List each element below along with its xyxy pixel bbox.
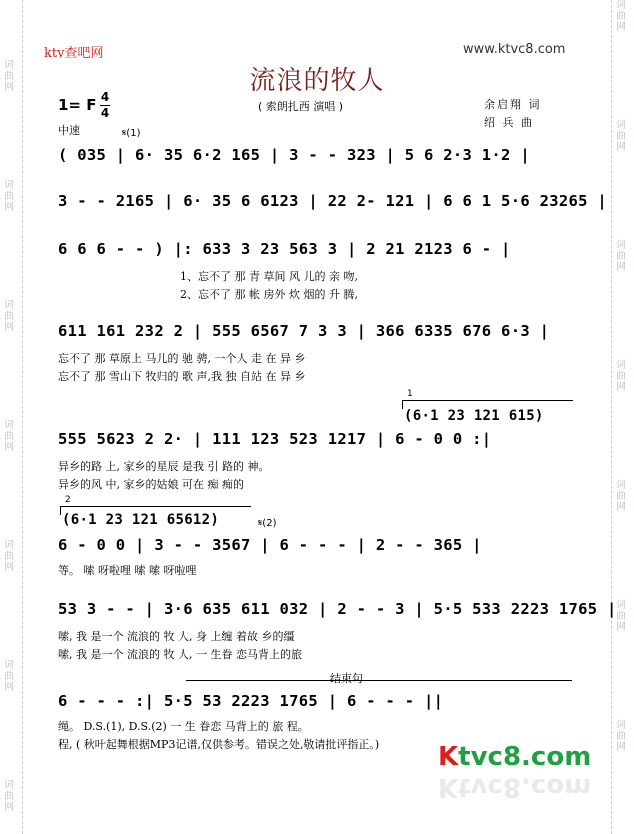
ending-label: 结束句 <box>330 672 363 685</box>
notation-row-1: ( 035 | 6· 35 6·2 165 | 3 - - 323 | 5 6 2·3 1·2 | <box>58 146 530 164</box>
left-watermark-strip <box>0 0 23 834</box>
watermark-text: 词曲网 <box>4 420 14 453</box>
time-signature <box>100 91 110 120</box>
watermark-text: 词曲网 <box>4 300 14 333</box>
right-watermark-strip <box>611 0 634 834</box>
watermark-text: 词曲网 <box>4 180 14 213</box>
watermark-text: 词曲网 <box>4 780 14 813</box>
lyric-row-8-verse-1: 绳。 D.S.(1), D.S.(2) 一 生 眷恋 马背上的 旅 程。 <box>58 720 309 733</box>
watermark-text: 词曲网 <box>616 240 626 273</box>
lyric-row-5-verse-1: 异乡的路 上, 家乡的星辰 是我 引 路的 神。 <box>58 460 270 473</box>
notation-row-7: 53 3 - - | 3·6 635 611 032 | 2 - - 3 | 5·5 533 2223 1765 | <box>58 600 617 618</box>
ktvc8-logo[interactable]: Ktvc8.com <box>438 742 592 772</box>
lyric-row-6-verse-1: 等。 嗦 呀啦哩 嗦 嗦 呀啦哩 <box>58 564 197 577</box>
volta-2-label: 2 <box>65 495 71 505</box>
watermark-text: 词曲网 <box>616 120 626 153</box>
key-signature: 1= F <box>58 96 97 114</box>
notation-row-5: 555 5623 2 2· | 111 123 523 1217 | 6 - 0 0 :| <box>58 430 492 448</box>
lyric-row-8-verse-2: 程, ( 秋叶起舞根据MP3记谱,仅供参考。错误之处,敬请批评指正。) <box>58 738 380 751</box>
site-logo[interactable]: ktv查吧网 <box>44 46 104 61</box>
watermark-text: 词曲网 <box>616 480 626 513</box>
lyricist: 余启翔 词 <box>484 98 542 111</box>
lyric-row-3-verse-1: 1、忘不了 那 青 草间 风 儿的 亲 吻, <box>180 270 358 283</box>
watermark-text: 词曲网 <box>616 720 626 753</box>
segno-1: 𝄋(1) <box>122 128 141 139</box>
ending-bracket <box>186 680 572 685</box>
watermark-text: 词曲网 <box>4 540 14 573</box>
lyric-row-3-verse-2: 2、忘不了 那 帐 房外 炊 烟的 升 腾, <box>180 288 358 301</box>
volta-2-notes: (6·1 23 121 65612) <box>62 512 220 528</box>
segno-2: 𝄋(2) <box>258 518 277 529</box>
notation-row-3: 6 6 6 - - ) |: 633 3 23 563 3 | 2 21 2123 6 - | <box>58 240 511 258</box>
lyric-row-4-verse-1: 忘不了 那 草原上 马儿的 驰 骋, 一个人 走 在 异 乡 <box>58 352 306 365</box>
singer: ( 索朗扎西 演唱 ) <box>258 100 344 113</box>
watermark-text: 词曲网 <box>4 60 14 93</box>
volta-1-notes: (6·1 23 121 615) <box>404 408 544 424</box>
composer: 绍 兵 曲 <box>484 116 534 129</box>
lyric-row-5-verse-2: 异乡的风 中, 家乡的姑娘 可在 痴 痴的 <box>58 478 244 491</box>
watermark-text: 词曲网 <box>4 660 14 693</box>
notation-row-6: 6 - 0 0 | 3 - - 3567 | 6 - - - | 2 - - 365 | <box>58 536 482 554</box>
notation-row-2: 3 - - 2165 | 6· 35 6 6123 | 22 2- 121 | 6 6 1 5·6 23265 | <box>58 192 608 210</box>
time-denominator: 4 <box>100 106 110 120</box>
tempo-marking: 中速 <box>58 124 80 137</box>
time-numerator: 4 <box>100 90 110 104</box>
watermark-text: 词曲网 <box>616 600 626 633</box>
lyric-row-4-verse-2: 忘不了 那 雪山下 牧归的 歌 声,我 独 自站 在 异 乡 <box>58 370 306 383</box>
lyric-row-7-verse-2: 嗦, 我 是一个 流浪的 牧 人, 一 生眷 恋马背上的旅 <box>58 648 302 661</box>
watermark-text: 词曲网 <box>616 0 626 33</box>
site-url[interactable]: www.ktvc8.com <box>463 42 566 57</box>
watermark-text: 词曲网 <box>616 360 626 393</box>
volta-1-label: 1 <box>407 389 413 399</box>
notation-row-8: 6 - - - :| 5·5 53 2223 1765 | 6 - - - || <box>58 692 444 710</box>
ktvc8-logo-reflection: Ktvc8.com <box>438 772 592 802</box>
notation-row-4: 611 161 232 2 | 555 6567 7 3 3 | 366 6335 676 6·3 | <box>58 322 550 340</box>
song-title: 流浪的牧人 <box>249 66 385 96</box>
lyric-row-7-verse-1: 嗦, 我 是一个 流浪的 牧 人, 身 上缠 着故 乡的缰 <box>58 630 295 643</box>
